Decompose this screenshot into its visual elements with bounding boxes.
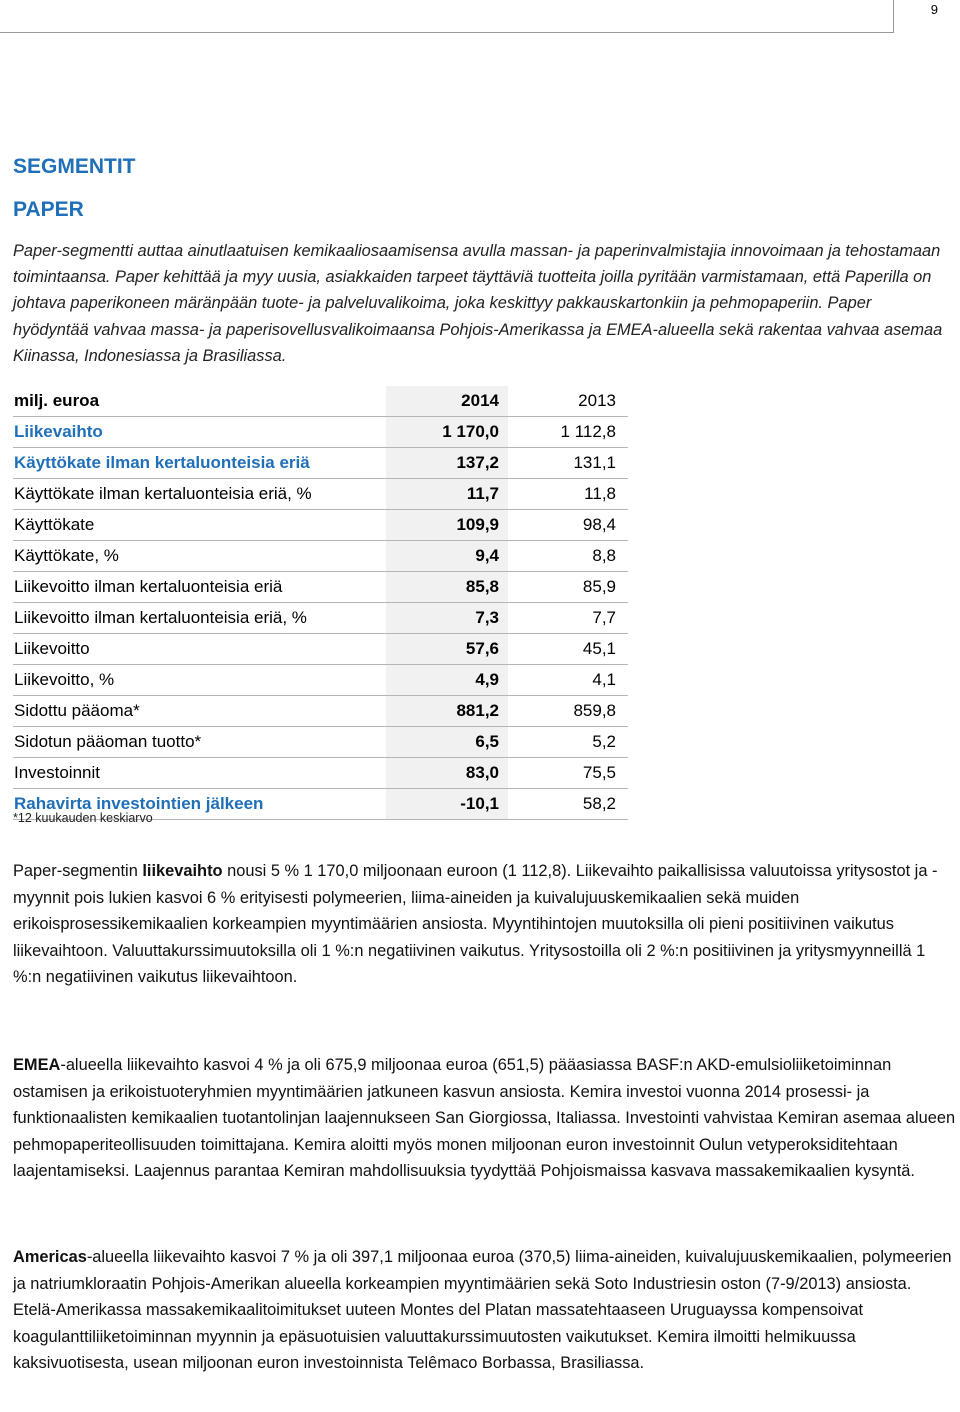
value-2013: 11,8 <box>508 479 628 510</box>
row-label: Liikevoitto <box>13 634 386 665</box>
row-label: Käyttökate ilman kertaluonteisia eriä <box>13 448 386 479</box>
row-label: Liikevoitto, % <box>13 665 386 696</box>
row-label: Liikevaihto <box>13 417 386 448</box>
text-run: nousi 5 % 1 170,0 miljoonaan euroon (1 112,8). Liikevaihto paikallisissa valuutoissa yritysostot ja -myynnit pois lukien kasvoi 6 % erityisesti polymeerien, liima-aineiden ja kuivalujuuskemikaalien sekä muiden erikoisprosessikemikaalien korkeampien myyntimäärien ansiosta. Myyntihintojen muutoksilla oli pieni positiivinen vaikutus liikevaihtoon. Valuuttakurssimuutoksilla oli 1 %:n negatiivinen vaikutus. Yritysostoilla oli 2 %:n positiivinen ja yritysmyynneillä 1 %:n negatiivinen vaikutus liikevaihtoon. <box>13 862 938 987</box>
row-label: Sidotun pääoman tuotto* <box>13 727 386 758</box>
text-run: -alueella liikevaihto kasvoi 7 % ja oli 397,1 miljoonaa euroa (370,5) liima-aineiden, kuivalujuuskemikaalien, polymeerien ja natriumkloraatin Pohjois-Amerikan alueella korkeampien myyntimäärien sekä Soto Industriesin oston (7-9/2013) ansiosta. Etelä-Amerikassa massakemikaalitoimitukset uuteen Montes del Platan massatehtaaseen Uruguayssa kompensoivat koagulanttiliiketoiminnan myynnin ja epäsuotuisien valuuttakurssimuutosten vaikutukset. Kemira ilmoitti helmikuussa kaksivuotisesta, usean miljoonan euron investoinnista Telêmaco Borbassa, Brasiliassa. <box>13 1248 952 1373</box>
value-2014: 1 170,0 <box>386 417 508 448</box>
table-row <box>13 417 628 448</box>
value-2013: 5,2 <box>508 727 628 758</box>
bold-term: EMEA <box>13 1056 61 1074</box>
value-2013: 45,1 <box>508 634 628 665</box>
text-run: Paper-segmentin <box>13 862 143 880</box>
value-2014: 4,9 <box>386 665 508 696</box>
value-2013: 859,8 <box>508 696 628 727</box>
value-2013: 4,1 <box>508 665 628 696</box>
paragraph-net-sales <box>13 858 958 991</box>
row-label: Sidottu pääoma* <box>13 696 386 727</box>
table-row <box>13 510 628 541</box>
segment-intro: Paper-segmentti auttaa ainutlaatuisen kemikaaliosaamisensa avulla massan- ja paperinvalmistajia innovoimaan ja tehostamaan toimintaansa. Paper kehittää ja myy uusia, asiakkaiden tarpeet täyttäviä tuotteita joilla pyritään varmistamaan, että Paperilla on johtava paperikoneen märänpään tuote- ja palveluvalikoima, joka keskittyy pakkauskartonkiin ja pehmopaperiin. Paper hyödyntää vahvaa massa- ja paperisovellusvalikoimaansa Pohjois-Amerikassa ja EMEA-alueella sekä rakentaa vahvaa asemaa Kiinassa, Indonesiassa ja Brasiliassa. <box>13 242 943 365</box>
value-2014: 137,2 <box>386 448 508 479</box>
value-2014: 11,7 <box>386 479 508 510</box>
value-2013: 58,2 <box>508 789 628 820</box>
bold-term: liikevaihto <box>142 862 223 880</box>
paragraph-emea <box>13 1052 958 1185</box>
row-label: Käyttökate ilman kertaluonteisia eriä, % <box>13 479 386 510</box>
header-2013: 2013 <box>508 386 628 417</box>
table-row <box>13 541 628 572</box>
page-number: 9 <box>930 2 938 17</box>
text-run: -alueella liikevaihto kasvoi 4 % ja oli 675,9 miljoonaa euroa (651,5) pääasiassa BASF:n AKD-emulsioliiketoiminnan ostamisen ja erikoistuoteryhmien myyntimäärien jatkuneen kasvun ansiosta. Kemira investoi vuonna 2014 prosessi- ja funktionaalisten kemikaalien tuotantolinjan laajennukseen San Giorgiossa, Italiassa. Investointi vahvistaa Kemiran asemaa alueen pehmopaperiteollisuuden toimittajana. Kemira aloitti myös monen miljoonan euron investoinnit Oulun vetyperoksiditehtaan laajentamiseksi. Laajennus parantaa Kemiran mahdollisuuksia tyydyttää Pohjoismaissa kasvava massakemikaalien kysyntä. <box>13 1056 956 1181</box>
table-row <box>13 727 628 758</box>
value-2014: 109,9 <box>386 510 508 541</box>
page-edge-line <box>893 0 894 32</box>
header-2014: 2014 <box>386 386 508 417</box>
value-2014: 9,4 <box>386 541 508 572</box>
value-2014: 6,5 <box>386 727 508 758</box>
table-row <box>13 665 628 696</box>
section-title: SEGMENTIT <box>13 155 136 178</box>
value-2013: 7,7 <box>508 603 628 634</box>
value-2014: 881,2 <box>386 696 508 727</box>
row-label: Investoinnit <box>13 758 386 789</box>
table-row <box>13 572 628 603</box>
value-2014: 57,6 <box>386 634 508 665</box>
value-2014: 83,0 <box>386 758 508 789</box>
value-2014: 7,3 <box>386 603 508 634</box>
bold-term: Americas <box>13 1248 87 1266</box>
table-footnote: *12 kuukauden keskiarvo <box>13 811 153 825</box>
table-row <box>13 758 628 789</box>
table-row <box>13 603 628 634</box>
value-2013: 98,4 <box>508 510 628 541</box>
value-2014: 85,8 <box>386 572 508 603</box>
value-2013: 8,8 <box>508 541 628 572</box>
page-edge-line-bottom <box>0 32 894 33</box>
table-row <box>13 479 628 510</box>
table-row <box>13 634 628 665</box>
paragraph-americas <box>13 1244 958 1377</box>
header-unit: milj. euroa <box>13 386 386 417</box>
row-label: Liikevoitto ilman kertaluonteisia eriä <box>13 572 386 603</box>
segment-title: PAPER <box>13 198 84 221</box>
row-label: Liikevoitto ilman kertaluonteisia eriä, % <box>13 603 386 634</box>
value-2013: 131,1 <box>508 448 628 479</box>
value-2013: 85,9 <box>508 572 628 603</box>
table-header-row <box>13 386 628 417</box>
value-2013: 1 112,8 <box>508 417 628 448</box>
row-label: Rahavirta investointien jälkeen <box>13 789 386 820</box>
table-row <box>13 696 628 727</box>
value-2014: -10,1 <box>386 789 508 820</box>
table-row <box>13 448 628 479</box>
row-label: Käyttökate <box>13 510 386 541</box>
kpi-table <box>13 386 628 820</box>
row-label: Käyttökate, % <box>13 541 386 572</box>
value-2013: 75,5 <box>508 758 628 789</box>
